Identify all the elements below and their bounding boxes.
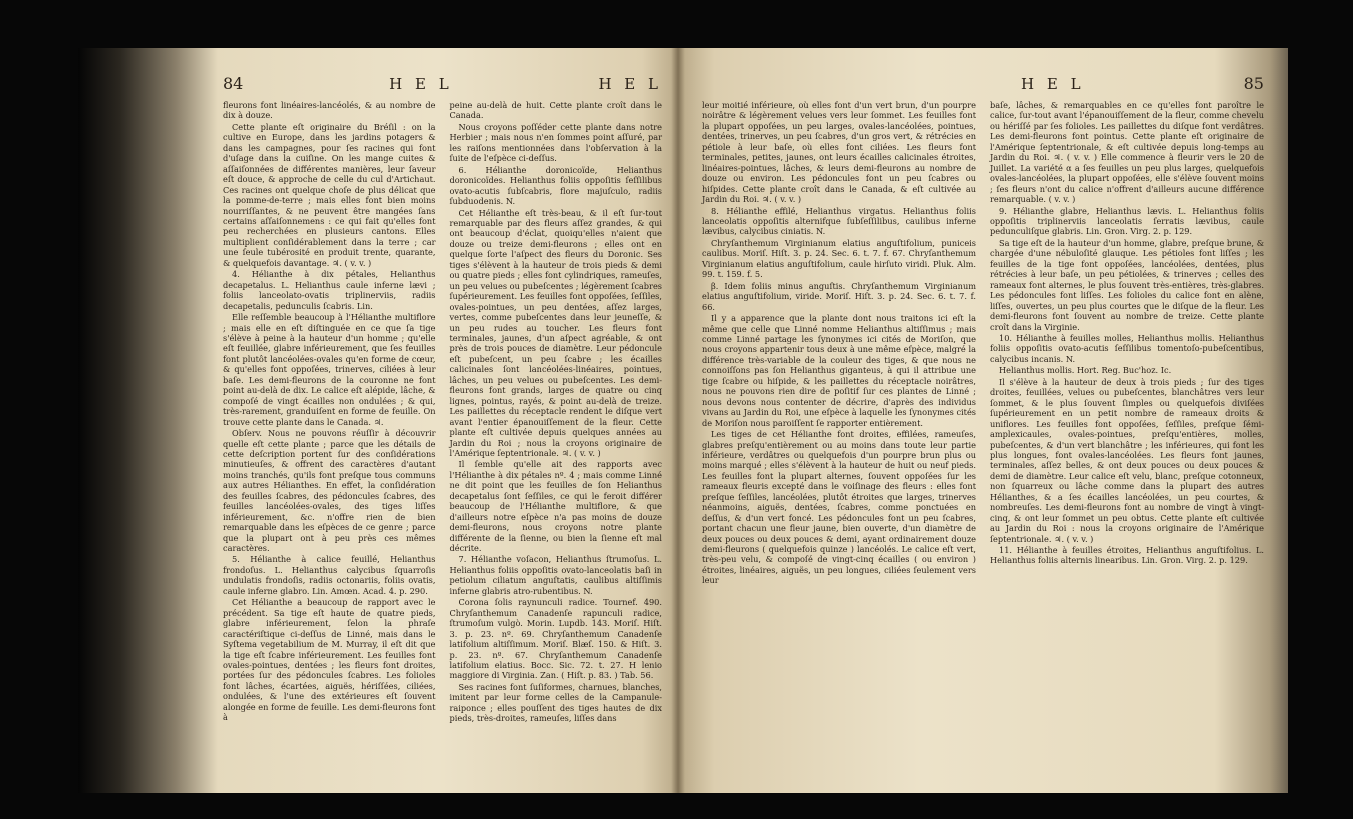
paragraph: 11. Hélianthe à feuilles étroites, Helianthus anguſtifolius. L. Helianthus foliis alternis linearibus. Lin. Gron. Virg. 2. p. 129. xyxy=(990,545,1264,566)
paragraph: Sa tige eſt de la hauteur d'un homme, glabre, preſque brune, & chargée d'une nébuloſité glauque. Les pétioles font liſſes ; les feuilles de la tige font oppoſées, lancéolées, dentées, plus rétrécies à leur baſe, un peu pétiolées, & trinerves ; celles des rameaux font alternes, le plus ſouvent très-entières, très-glabres. Les pédoncules font liſſes. Les folioles du calice font en alène, liſſes, ouvertes, un peu plus courtes que le diſque de la fleur. Les demi-fleurons font ſouvent au nombre de treize. Cette plante croît dans la Virginie. xyxy=(990,237,1264,332)
right-running-head: H E L xyxy=(1021,75,1085,93)
paragraph: Il ſemble qu'elle ait des rapports avec l'Hélianthe à dix pétales nº. 4 ; mais comme Linné ne dit point que les feuilles de ſon Helianthus decapetalus ſont ſeſſiles, ce qui le feroit différer beaucoup de l'Hélianthe multiflore, & que d'ailleurs notre eſpèce n'a pas moins de douze demi-fleurons, nous croyons notre plante différente de la ſienne, ou bien la ſienne eſt mal décrite. xyxy=(449,459,662,554)
paragraph: 8. Hélianthe effilé, Helianthus virgatus. Helianthus foliis lanceolatis oppoſitis alternifque ſubſeſſilibus, caulibus inferne lævibus, calycibus ciniatis. N. xyxy=(702,205,976,237)
paragraph: fleurons font linéaires-lancéolés, & au nombre de dix à douze. xyxy=(223,100,436,121)
paragraph: Cet Hélianthe eſt très-beau, & il eſt ſur-tout remarquable par des fleurs aſſez grandes, & qui ont beaucoup d'éclat, quoiqu'elles n'aient que douze ou treize demi-fleurons ; elles ont en quelque ſorte l'aſpect des fleurs du Doronic. Ses tiges s'élèvent à la hauteur de trois pieds & demi ou quatre pieds ; elles font cylindriques, rameuſes, un peu velues ou pubeſcentes ; légèrement ſcabres ſupérieurement. Les feuilles font oppoſées, ſeſſiles, ovales-pointues, un peu dentées, aſſez larges, vertes, comme pubeſcentes dans leur jeuneſſe, & un peu rudes au toucher. Les fleurs font terminales, jaunes, d'un aſpect agréable, & ont près de trois pouces de diamètre. Leur pédoncule eſt pubeſcent, un peu ſcabre ; les écailles calicinales ſont lancéolées-linéaires, pointues, lâches, un peu velues ou pubeſcentes. Les demi-fleurons font grands, larges de quatre ou cinq lignes, pointus, rayés, & point au-delà de treize. Les paillettes du réceptacle rendent le diſque vert avant l'entier épanouiſſement de la fleur. Cette plante eſt cultivée depuis quelques années au Jardin du Roi ; nous la croyons originaire de l'Amérique ſeptentrionale. ♃. ( v. v. ) xyxy=(449,207,662,458)
paragraph: 10. Hélianthe à feuilles molles, Helianthus mollis. Helianthus foliis oppoſitis ovato-acutis ſeſſilibus tomentoſo-pubeſcentibus, calycibus incanis. N. xyxy=(990,332,1264,364)
paragraph: baſe, lâches, & remarquables en ce qu'elles font paroître le calice, ſur-tout avant l'épanouiſſement de la fleur, comme chevelu ou hériſſé par ſes folioles. Les paillettes du diſque font verdâtres. Les demi-fleurons font pointus. Cette plante eſt originaire de l'Amérique ſeptentrionale, & eſt cultivée depuis long-temps au Jardin du Roi. ♃. ( v. v. ) Elle commence à fleurir vers le 20 de Juillet. La variété α a ſes feuilles un peu plus larges, quelquefois ovales-lancéolées, la plupart oppoſées, elle s'élève ſouvent moins ; ſes fleurs n'ont du calice n'offrent d'ailleurs aucune différence remarquable. ( v. v. ) xyxy=(990,100,1264,205)
paragraph: Corona ſolis raynunculi radice. Tournef. 490. Chryſanthemum Canadenſe rapunculi radice, ſtrumoſum vulgò. Morin. Lupdb. 143. Moriſ. Hiſt. 3. p. 23. nº. 69. Chryſanthemum Canadenſe latifolium altiſſimum. Moriſ. Blæſ. 150. & Hiſt. 3. p. 23. nº. 67. Chryſanthemum Canadenſe latifolium elatius. Bocc. Sic. 72. t. 27. H lenio maggiore di Virginia. Zan. ( Hiſt. p. 83. ) Tab. 56. xyxy=(449,597,662,681)
paragraph: peine au-delà de huit. Cette plante croît dans le Canada. xyxy=(449,100,662,121)
right-column-1 xyxy=(702,100,976,587)
paragraph: 5. Hélianthe à calice feuillé, Helianthus frondoſus. L. Helianthus calycibus ſquarroſis undulatis frondoſis, radiis octonariis, foliis ovatis, caule inferne glabro. Lin. Amœn. Acad. 4. p. 290. xyxy=(223,554,436,596)
paragraph: Helianthus mollis. Hort. Reg. Buc'hoz. Ic. xyxy=(999,365,1172,376)
paragraph: Il s'élève à la hauteur de deux à trois pieds ; ſur des tiges droites, feuillées, velues ou pubeſcentes, blanchâtres vers leur ſommet, & le plus ſouvent ſimples ou quelquefois diviſées ſupérieurement en un petit nombre de rameaux droits & uniflores. Les feuilles font oppoſées, ſeſſiles, preſque ſémi-amplexicaules, ovales-pointues, preſqu'entières, molles, pubeſcentes, & d'un vert blanchâtre ; les inférieures, qui font les plus longues, font ovales-lancéolées. Les fleurs font jaunes, terminales, aſſez belles, & ont deux pouces ou deux pouces & demi de diamètre. Leur calice eſt velu, blanc, preſque cotonneux, non ſquarreux ou lâche comme dans la plupart des autres Hélianthes, & a ſes écailles lancéolées, un peu courtes, & nombreuſes. Les demi-fleurons font au nombre de vingt à vingt-cinq, & ont leur ſommet un peu obtus. Cette plante eſt cultivée au Jardin du Roi : nous la croyons originaire de l'Amérique ſeptentrionale. ♃. ( v. v. ) xyxy=(990,376,1264,544)
left-column-1 xyxy=(223,100,436,725)
left-page-edge-shadow xyxy=(78,48,218,793)
paragraph: Nous croyons poſſéder cette plante dans notre Herbier ; mais nous n'en ſommes point aſſuré, par les raiſons mentionnées dans l'obſervation à la ſuite de l'eſpèce ci-deſſus. xyxy=(449,121,662,164)
left-running-head-2: H E L xyxy=(598,75,662,93)
paragraph: Elle reſſemble beaucoup à l'Hélianthe multiflore ; mais elle en eſt diſtinguée en ce que ſa tige s'élève à peine à la hauteur d'un homme ; qu'elle eſt feuillée, glabre inférieurement, que ſes feuilles font plutôt lancéolées-ovales qu'en forme de cœur, & qu'elles font oppoſées, trinerves, ciliées à leur baſe. Les demi-fleurons de la couronne ne font point au-delà de dix. Le calice eſt alépide, lâche, & compoſé de vingt écailles non ondulées ; & qui, très-rarement, granduiſent en forme de feuille. On trouve cette plante dans le Canada. ♃. xyxy=(223,312,436,427)
paragraph: leur moitié inférieure, où elles font d'un vert brun, d'un pourpre noirâtre & légèrement velues vers leur ſommet. Les feuilles font la plupart oppoſées, un peu larges, ovales-lancéolées, pointues, dentées, trinerves, un peu ſcabres, d'un gros vert, & rétrécies en pétiole à leur baſe, où elles font ciliées. Les fleurs font terminales, petites, jaunes, ont leurs écailles calicinales étroites, linéaires-pointues, lâches, & leurs demi-fleurons au nombre de douze ou environ. Les pédoncules font un peu ſcabres ou hiſpides. Cette plante croît dans le Canada, & eſt cultivée au Jardin du Roi. ♃. ( v. v. ) xyxy=(702,100,976,205)
paragraph: 9. Hélianthe glabre, Helianthus lævis. L. Helianthus foliis oppoſitis triplinerviis lanceolatis ſerratis lævibus, caule pedunculiſque glabris. Lin. Gron. Virg. 2. p. 129. xyxy=(990,205,1264,237)
paragraph: Cette plante eſt originaire du Bréſil : on la cultive en Europe, dans les jardins potagers & dans les campagnes, pour ſes racines qui font d'uſage dans la cuiſine. On les mange cuites & aſſaiſonnées de différentes manières, leur ſaveur eſt douce, & approche de celle du cul d'Artichaut. Ces racines ont quelque choſe de plus délicat que la pomme-de-terre ; mais elles font bien moins nourriſſantes, & ne peuvent être mangées ſans certains aſſaiſonnemens : ce qui fait qu'elles font peu recherchées en plusieurs cantons. Elles multiplient conſidérablement dans la terre ; car une ſeule tubérosité en produit trente, quarante, & quelquefois davantage. ♃. ( v. v. ) xyxy=(223,121,436,268)
right-page xyxy=(678,48,1288,793)
left-column-2 xyxy=(450,100,663,725)
paragraph: Obſerv. Nous ne pouvons réuſſir à découvrir quelle eſt cette plante ; parce que les détails de cette deſcription portent ſur des conſidérations minutieuſes, & offrent des caractères d'autant moins tranchés, qu'ils font preſque tous communs aux autres Hélianthes. En effet, la conſidération des feuilles ſcabres, des pédoncules ſcabres, des feuilles lancéolées-ovales, des tiges liſſes inférieurement, &c. n'offre rien de bien remarquable dans les eſpèces de ce genre ; parce que la plupart ont à peu près ces mêmes caractères. xyxy=(223,428,436,554)
right-page-header xyxy=(702,74,1264,94)
paragraph: 6. Hélianthe doronicoïde, Helianthus doronicoïdes. Helianthus foliis oppoſitis ſeſſilibus ovato-acutis ſubſcabris, flore majuſculo, radiis ſubduodenis. N. xyxy=(449,164,662,207)
paragraph: Cet Hélianthe a beaucoup de rapport avec le précédent. Sa tige eſt haute de quatre pieds, glabre inférieurement, ſelon la phraſe caractériſtique ci-deſſus de Linné, mais dans le Syſtema vegetabilium de M. Murray, il eſt dit que la tige eſt ſcabre inférieurement. Les feuilles font ovales-pointues, dentées ; les fleurs font droites, portées ſur des pédoncules ſcabres. Les folioles font lâches, écartées, aiguës, hériſſées, ciliées, ondulées, & l'une des extérieures eſt ſouvent alongée en forme de feuille. Les demi-fleurons font à xyxy=(223,597,436,723)
paragraph: Ses racines font ſuſiformes, charnues, blanches, imitent par leur forme celles de la Campanule-raiponce ; elles pouſſent des tiges hautes de dix pieds, très-droites, rameuſes, liſſes dans xyxy=(449,681,662,724)
paragraph: β. Idem foliis minus anguſtis. Chryſanthemum Virginianum elatius anguſtifolium, viride. Moriſ. Hiſt. 3. p. 24. Sec. 6. t. 7. f. 66. xyxy=(702,280,976,312)
paragraph: Les tiges de cet Hélianthe font droites, effilées, rameuſes, glabres preſqu'entièrement ou au moins dans toute leur partie inférieure, verdâtres ou quelquefois d'un pourpre brun plus ou moins marqué ; elles s'élèvent à la hauteur de huit ou neuf pieds. Les feuilles font la plupart alternes, ſouvent oppoſées ſur les rameaux fleuris excepté dans le voiſinage des fleurs : elles font preſque ſeſſiles, lancéolées, plutôt étroites que larges, trinerves néanmoins, aiguës, dentées, ſcabres, comme ponctuées en deſſus, & d'un vert foncé. Les pédoncules font un peu ſcabres, portant chacun une fleur jaune, bien ouverte, d'un diamètre de deux pouces ou deux pouces & demi, ayant ordinairement douze demi-fleurons ( quelquefois quinze ) lancéolés. Le calice eſt vert, très-peu velu, & compoſé de vingt-cinq écailles ( ou environ ) étroites, linéaires, aiguës, un peu longues, ciliées ſeulement vers leur xyxy=(702,429,976,586)
paragraph: Chryſanthemum Virginianum elatius anguſtifolium, puniceis caulibus. Moriſ. Hiſt. 3. p. 24. Sec. 6. t. 7. f. 67. Chryſanthemum Virginianum elatius anguſtifolium, caule hirſuto viridi. Pluk. Alm. 99. t. 159. f. 5. xyxy=(702,237,976,280)
book-gutter xyxy=(671,48,685,793)
left-page-header xyxy=(223,74,662,94)
paragraph: 7. Hélianthe voſacon, Helianthus ſtrumoſus. L. Helianthus foliis oppoſitis ovato-lanceolatis baſi in petiolum ciliatum anguſtatis, caulibus altiſſimis inferne glabris atro-rubentibus. N. xyxy=(449,554,662,596)
right-page-number: 85 xyxy=(1243,74,1264,93)
paragraph: 4. Hélianthe à dix pétales, Helianthus decapetalus. L. Helianthus caule inferne lævi ; foliis lanceolato-ovatis triplinerviis, radiis decapetalis, pedunculis ſcabris. Lin. xyxy=(223,269,436,311)
left-page-number: 84 xyxy=(223,74,244,93)
paragraph: Il y a apparence que la plante dont nous traitons ici eſt la même que celle que Linné nomme Helianthus altiſſimus ; mais comme Linné partage les ſynonymes ici cités de Moriſon, que nous croyons appartenir tous deux à une même eſpèce, malgré la différence très-variable de la couleur des tiges, & que nous ne connoiſſons pas ſon Helianthus giganteus, à qui il attribue une tige ſcabre ou hiſpide, & les paillettes du réceptacle noirâtres, nous ne pouvons rien dire de poſitif ſur ces plantes de Linné ; nous devons nous contenter de décrire, d'après des individus vivans au Jardin du Roi, une eſpèce à laquelle les ſynonymes cités de Moriſon nous paroiſſent ſe rapporter entièrement. xyxy=(702,313,976,428)
open-book xyxy=(78,48,1288,793)
left-running-head: H E L xyxy=(389,75,453,93)
right-column-2 xyxy=(990,100,1264,587)
